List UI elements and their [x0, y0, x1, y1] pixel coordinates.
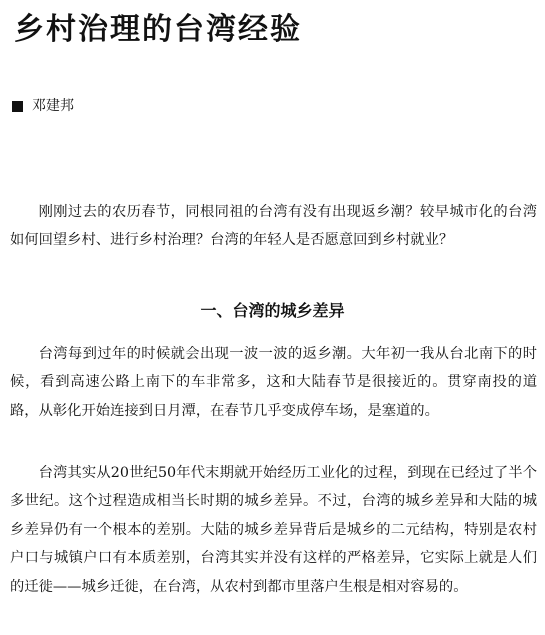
author-marker-icon — [12, 101, 23, 112]
author-line — [12, 96, 74, 116]
body-paragraph: 台湾每到过年的时候就会出现一波一波的返乡潮。大年初一我从台北南下的时候，看到高速公路上南下的车非常多，这和大陆春节是很接近的。贯穿南投的道路，从彰化开始连接到日月潭，在春节几乎变成停车场，是塞道的。 — [10, 346, 537, 419]
section-heading: 一、台湾的城乡差异 — [200, 301, 345, 320]
article-title: 乡村治理的台湾经验 — [14, 12, 302, 47]
author-name: 邓建邦 — [32, 98, 74, 114]
intro-paragraph: 刚刚过去的农历春节，同根同祖的台湾有没有出现返乡潮？较早城市化的台湾如何回望乡村、进行乡村治理？台湾的年轻人是否愿意回到乡村就业？ — [10, 204, 537, 249]
body-paragraph: 台湾其实从20世纪50年代末期就开始经历工业化的过程，到现在已经过了半个多世纪。这个过程造成相当长时期的城乡差异。不过，台湾的城乡差异和大陆的城乡差异仍有一个根本的差别。大陆的城乡差异背后是城乡的二元结构，特别是农村户口与城镇户口有本质差别，台湾其实并没有这样的严格差异，它实际上就是人们的迁徙——城乡迁徙，在台湾，从农村到都市里落户生根是相对容易的。 — [10, 465, 537, 595]
